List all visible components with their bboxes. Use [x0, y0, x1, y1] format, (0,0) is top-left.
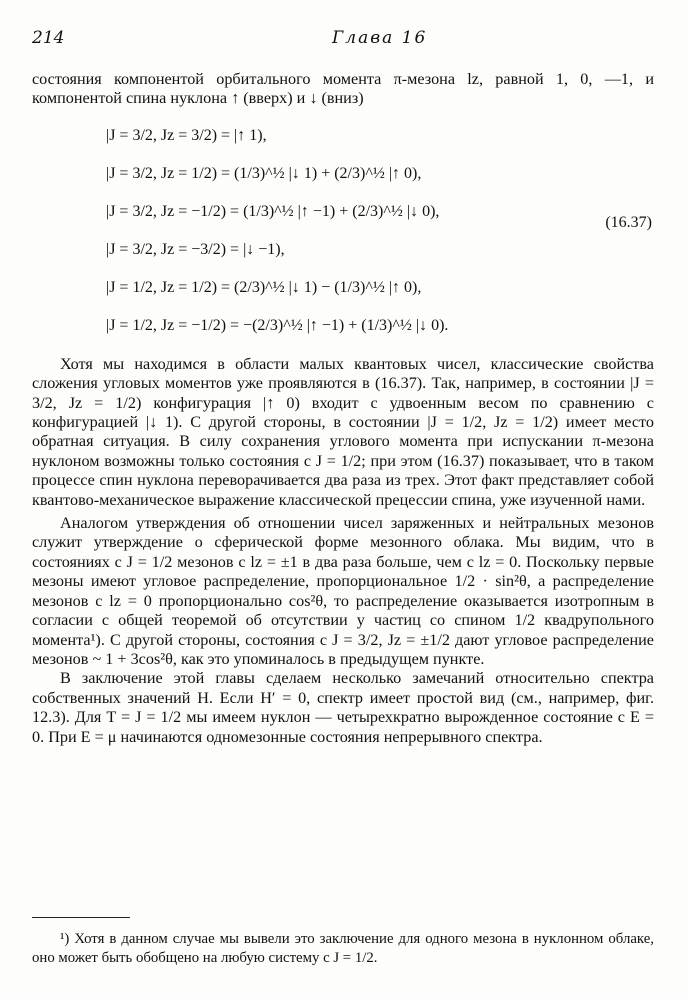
intro-paragraph: состояния компонентой орбитального момента π-мезона lz, равной 1, 0, —1, и компонентой спина нуклона ↑ (вверх) и ↓ (вниз): [32, 70, 654, 108]
equation-line: |J = 3/2, Jz = 1/2) = (1/3)^½ |↓ 1) + (2/3)^½ |↑ 0),: [106, 164, 422, 182]
chapter-title: Глава 16: [332, 28, 428, 48]
equation-line: |J = 1/2, Jz = 1/2) = (2/3)^½ |↓ 1) − (1/3)^½ |↑ 0),: [106, 278, 422, 296]
equation-line: |J = 3/2, Jz = 3/2) = |↑ 1),: [106, 126, 267, 144]
footnote-divider: [32, 917, 130, 918]
body-paragraph: Аналогом утверждения об отношении чисел заряженных и нейтральных мезонов служит утверждение о сферической форме мезонного облака. Мы видим, что в состояниях с J = 1/2 мезонов с lz = ±1 в два раза больше, чем с lz = 0. Поскольку первые мезоны имеют угловое распределение, пропорциональное 1/2 · sin²θ, а распределение мезонов с lz = 0 пропорционально cos²θ, то распределение оказывается изотропным в согласии с общей теоремой об отсутствии у частиц со спином 1/2 квадрупольного момента¹). С другой стороны, состояния с J = 3/2, Jz = ±1/2 дают угловое распределение мезонов ~ 1 + 3cos²θ, как это упоминалось в предыдущем пункте.: [32, 514, 654, 668]
page-header: [32, 28, 654, 50]
page-body: [32, 70, 654, 747]
equation-line: |J = 1/2, Jz = −1/2) = −(2/3)^½ |↑ −1) + (1/3)^½ |↓ 0).: [106, 316, 449, 334]
body-paragraph: В заключение этой главы сделаем несколько замечаний относительно спектра собственных значений H. Если H′ = 0, спектр имеет простой вид (см., например, фиг. 12.3). Для T = J = 1/2 мы имеем нуклон — четырехкратно вырожденное состояние с E = 0. При E = μ начинаются одномезонные состояния непрерывного спектра.: [32, 669, 654, 746]
body-paragraph: Хотя мы находимся в области малых квантовых чисел, классические свойства сложения угловых моментов уже проявляются в (16.37). Так, например, в состоянии |J = 3/2, Jz = 1/2) конфигурация |↑ 0) входит с удвоенным весом по сравнению с конфигурацией |↓ 1). С другой стороны, в состоянии |J = 1/2, Jz = 1/2) имеет место обратная ситуация. В силу сохранения углового момента при испускании π-мезона нуклоном возможны только состояния с J = 1/2; при этом (16.37) показывает, что в таком процессе спин нуклона переворачивается два раза из трех. Этот факт представляет собой квантово-механическое выражение классической прецессии спина, уже изученной нами.: [32, 354, 654, 509]
equation-line: |J = 3/2, Jz = −1/2) = (1/3)^½ |↑ −1) + (2/3)^½ |↓ 0),: [106, 202, 440, 220]
equation-line: |J = 3/2, Jz = −3/2) = |↓ −1),: [106, 240, 285, 258]
equation-block: [32, 117, 654, 345]
footnote: ¹) Хотя в данном случае мы вывели это заключение для одного мезона в нуклонном облаке, оно может быть обобщено на любую систему с J = 1/2.: [32, 931, 654, 966]
equation-number: (16.37): [605, 213, 652, 231]
page-number: 214: [32, 28, 65, 48]
